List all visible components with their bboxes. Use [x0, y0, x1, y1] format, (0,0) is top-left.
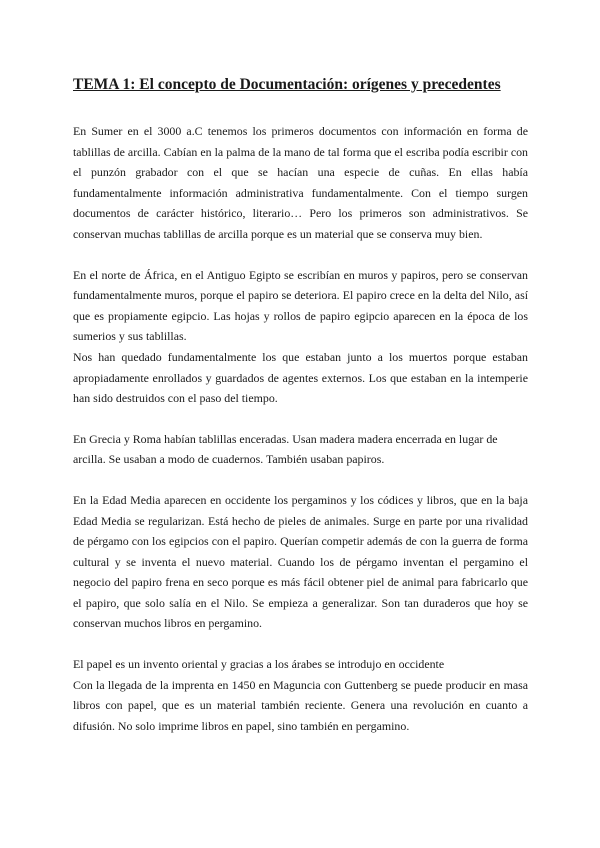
paragraph-imprenta: Con la llegada de la imprenta en 1450 en Maguncia con Guttenberg se puede producir en masa libros con papel, que es un material también reciente. Genera una revolución en cuanto a difusión. No solo imprime libros en papel, sino también en pergamino.	[73, 677, 528, 733]
page-title: TEMA 1: El concepto de Documentación: orígenes y precedentes	[73, 76, 501, 93]
paragraph-grecia-roma: En Grecia y Roma habían tablillas enceradas. Usan madera madera encerrada en lugar de arcilla. Se usaban a modo de cuadernos. También usaban papiros.	[73, 431, 498, 467]
paragraph-edad-media: En la Edad Media aparecen en occidente los pergaminos y los códices y libros, que en la baja Edad Media se regularizan. Está hecho de pieles de animales. Surge en parte por una rivalidad de pérgamo con los egipcios con el papiro. Querían competir además de con la guerra de forma cultural y se inventa el nuevo material. Cuando los de pérgamo inventan el pergamino el negocio del papiro frena en seco porque es más fácil obtener piel de animal para fabricarlo que el papiro, que solo salía en el Nilo. Se empieza a generalizar. Son tan duraderos que hoy se conservan muchos libros en pergamino.	[73, 492, 528, 631]
document-body	[73, 121, 528, 736]
paragraph-sumer: En Sumer en el 3000 a.C tenemos los primeros documentos con información en forma de tablillas de arcilla. Cabían en la palma de la mano de tal forma que el escriba podía escribir con el punzón grabador con el que se hacían una especie de cuñas. En ellas había fundamentalmente información administrativa fundamentalmente. Con el tiempo surgen documentos de carácter histórico, literario… Pero los primeros son administrativos. Se conservan muchas tablillas de arcilla porque es un material que se conserva muy bien.	[73, 124, 528, 241]
paragraph-egipto-muertos: Nos han quedado fundamentalmente los que estaban junto a los muertos porque estaban apropiadamente enrollados y guardados de agentes externos. Los que estaban en la intemperie han sido destruidos con el paso del tiempo.	[73, 349, 528, 406]
paragraph-egipto: En el norte de África, en el Antiguo Egipto se escribían en muros y papiros, pero se conservan fundamentalmente muros, porque el papiro se deteriora. El papiro crece en la delta del Nilo, así que es propiamente egipcio. Las hojas y rollos de papiro egipcio aparecen en la época de los sumerios y sus tablillas.	[73, 267, 528, 344]
paragraph-papel: El papel es un invento oriental y gracias a los árabes se introdujo en occidente	[73, 657, 445, 672]
